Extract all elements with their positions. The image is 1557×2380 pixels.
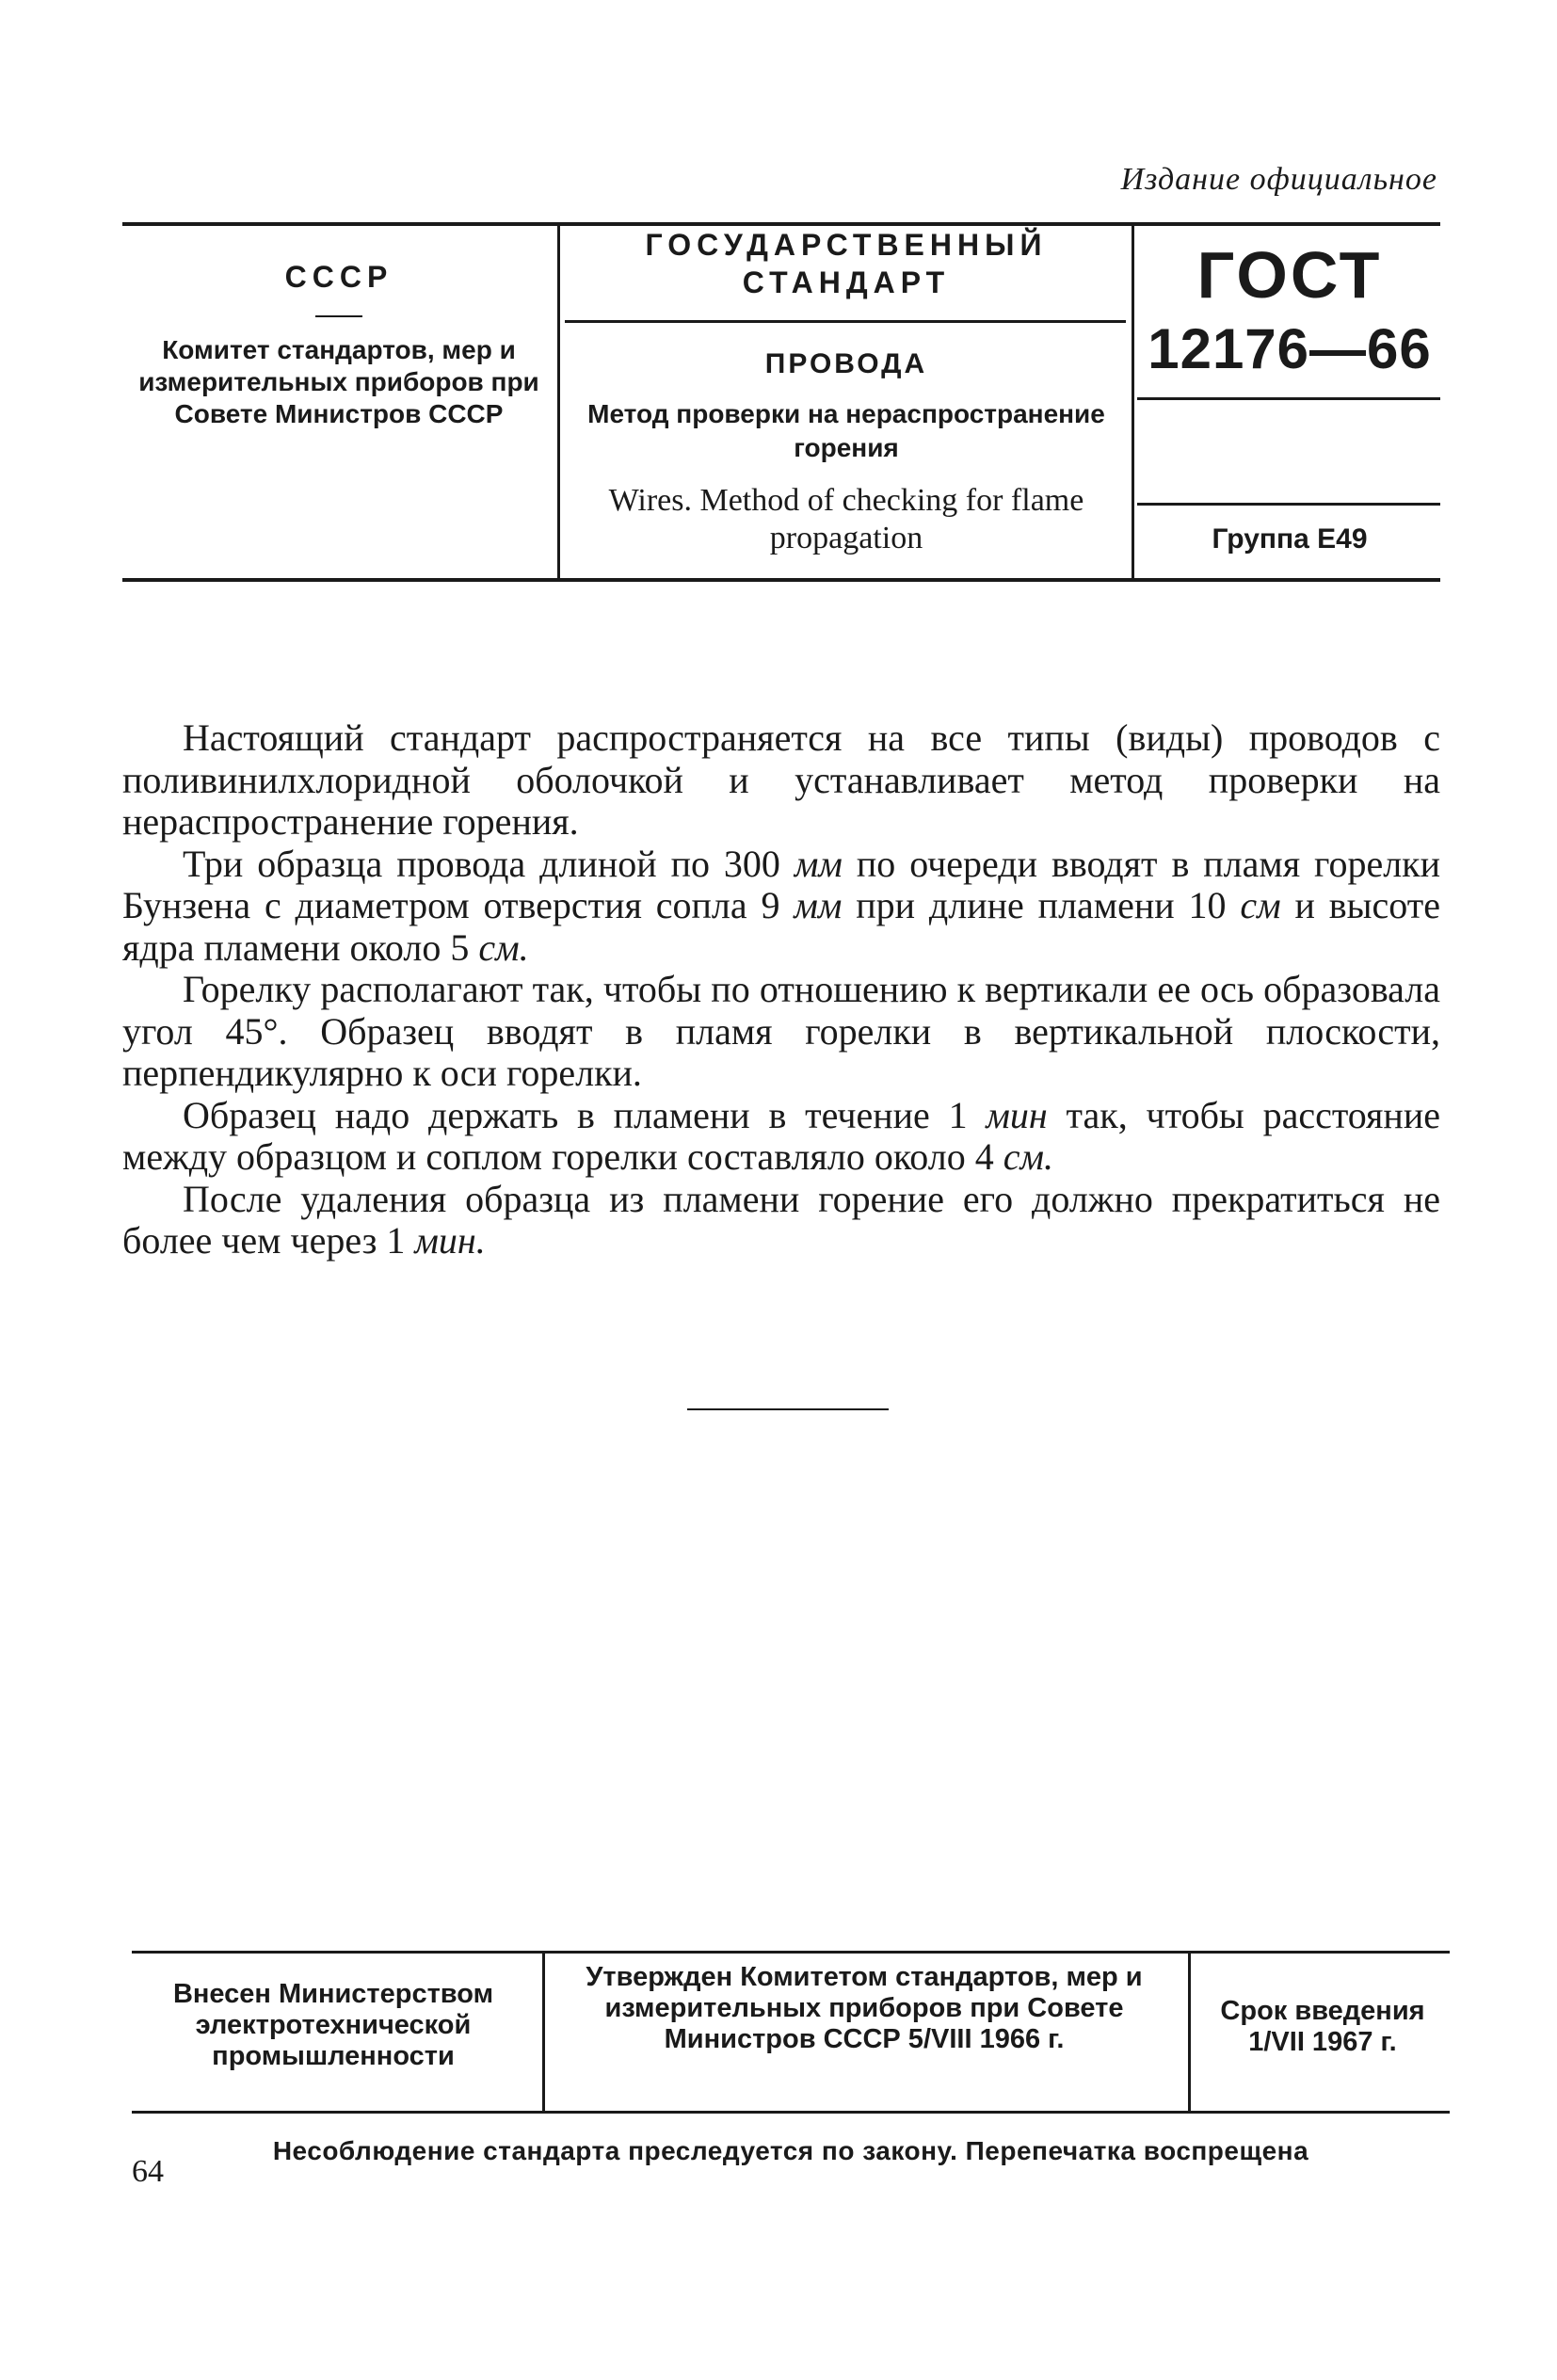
- method-title-ru: Метод проверки на нераспространение горения: [587, 399, 1105, 462]
- gost-rule-1: [1137, 397, 1440, 400]
- effective-date: Срок введения 1/VII 1967 г.: [1220, 1996, 1425, 2057]
- header-bottom-rule: [122, 578, 1440, 582]
- paragraph-scope: Настоящий стандарт распространяется на все типы (виды) проводов с поливинилхлоридной оболочкой и устанавливает метод проверки на нераспространение горения.: [122, 716, 1440, 843]
- title-en: Wires. Method of checking for flame propagation: [608, 483, 1084, 555]
- approved-by: Утвержден Комитетом стандартов, мер и измерительных приборов при Совете Министров СССР 5/VIII 1966 г.: [586, 1962, 1143, 2054]
- header-divider-right: [1132, 224, 1134, 578]
- footer-divider-right: [1188, 1953, 1191, 2111]
- footer-bottom-rule: [132, 2111, 1450, 2114]
- edition-note: Издание официальное: [1120, 162, 1437, 197]
- submitted-by: Внесен Министерством электротехнической промышленности: [172, 1979, 494, 2071]
- paragraph-burner-position: Горелку располагают так, чтобы по отношению к вертикали ее ось образовала угол 45°. Образец вводят в пламя горелки в вертикальной плоскости, перпендикулярно к оси горелки.: [122, 968, 1440, 1094]
- classification-group: Группа Е49: [1212, 523, 1368, 555]
- gost-label: ГОСТ: [1196, 238, 1383, 312]
- issuing-authority: [122, 237, 555, 576]
- law-notice: Несоблюдение стандарта преследуется по закону. Перепечатка воспрещена: [272, 2136, 1309, 2165]
- gost-rule-2: [1137, 503, 1440, 506]
- paragraph-extinguish: После удаления образца из пламени горение его должно прекратиться не более чем через 1 мин.: [122, 1177, 1440, 1262]
- header-divider-left: [557, 224, 560, 578]
- standard-body: [122, 717, 1440, 1262]
- standard-type: ГОСУДАРСТВЕННЫЙ СТАНДАРТ: [645, 228, 1048, 299]
- footer-top-rule: [132, 1951, 1450, 1954]
- ussr-label: СССР: [284, 260, 393, 294]
- paragraph-samples: Три образца провода длиной по 300 мм по очереди вводят в пламя горелки Бунзена с диаметром отверстия сопла 9 мм при длине пламени 10 см и высоте ядра пламени около 5 см.: [122, 842, 1440, 969]
- ussr-dash: [315, 315, 362, 317]
- header-mid-rule: [565, 320, 1126, 323]
- committee-name: Комитет стандартов, мер и измерительных приборов при Совете Министров СССР: [138, 335, 539, 428]
- page-number: 64: [132, 2154, 164, 2189]
- gost-number: 12176—66: [1148, 317, 1432, 380]
- paragraph-holding-time: Образец надо держать в пламени в течение 1 мин так, чтобы расстояние между образцом и соплом горелки составляло около 4 см.: [122, 1093, 1440, 1178]
- footer-divider-left: [542, 1953, 545, 2111]
- product-title: ПРОВОДА: [764, 348, 928, 379]
- end-separator: [687, 1408, 889, 1410]
